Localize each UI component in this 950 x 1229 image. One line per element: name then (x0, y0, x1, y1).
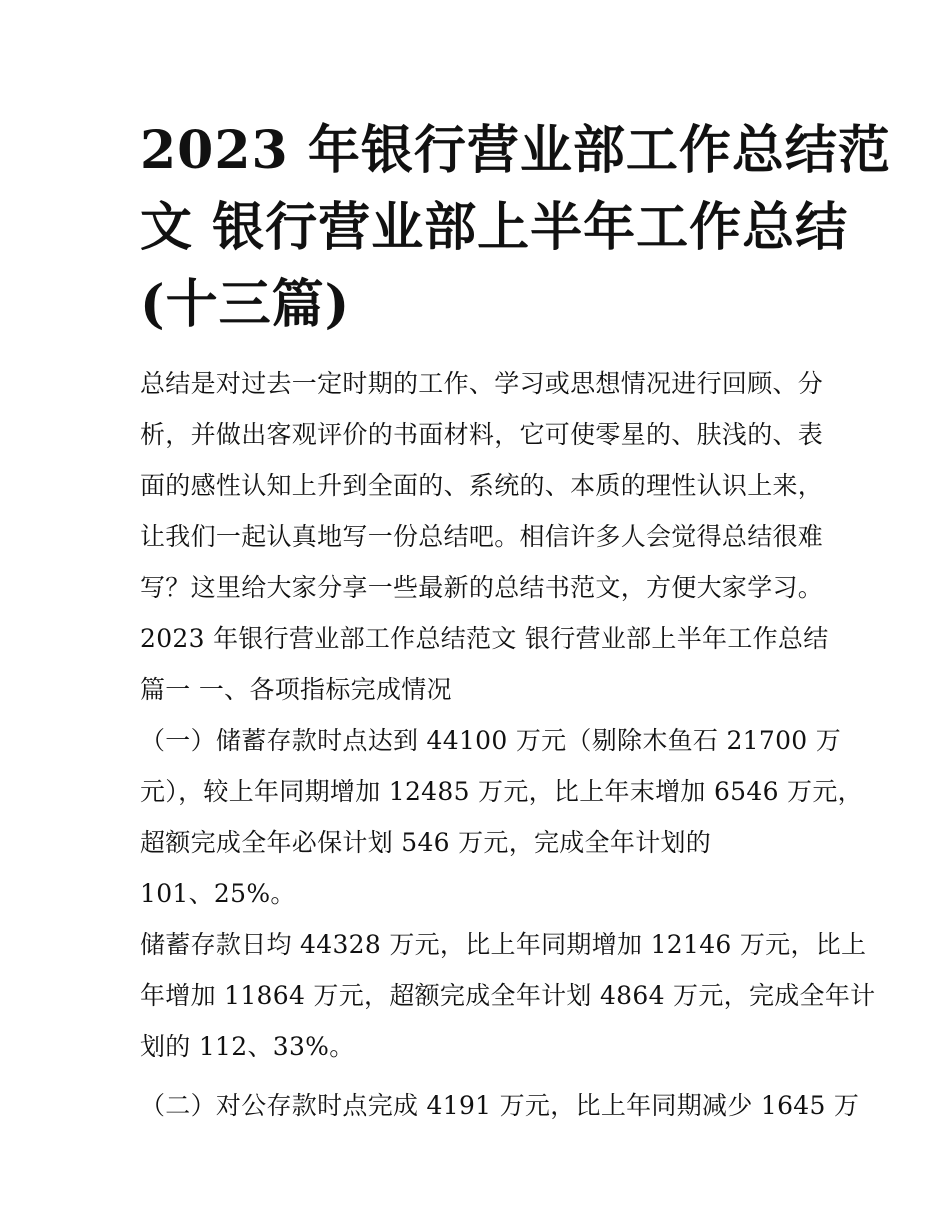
body-line-5: 写？这里给大家分享一些最新的总结书范文，方便大家学习。 (140, 573, 824, 602)
title-line-2: 文 银行营业部上半年工作总结 (140, 197, 849, 258)
body-line-13: 年增加 11864 万元，超额完成全年计划 4864 万元，完成全年计 (140, 981, 876, 1010)
body-line-4: 让我们一起认真地写一份总结吧。相信许多人会觉得总结很难 (140, 522, 824, 551)
body-line-8: （一）储蓄存款时点达到 44100 万元（剔除木鱼石 21700 万 (140, 726, 842, 755)
body-line-7: 篇一 一、各项指标完成情况 (140, 675, 452, 704)
body-line-14: 划的 112、33%。 (140, 1032, 355, 1061)
title-line-1: 2023 年银行营业部工作总结范 (140, 120, 891, 181)
document-body (140, 358, 876, 1131)
body-line-6: 2023 年银行营业部工作总结范文 银行营业部上半年工作总结 (140, 624, 829, 653)
body-line-10: 超额完成全年必保计划 546 万元，完成全年计划的 (140, 828, 712, 857)
body-line-11: 101、25%。 (140, 879, 296, 908)
document-title (140, 112, 891, 343)
title-line-3: (十三篇) (140, 274, 351, 335)
body-line-9: 元），较上年同期增加 12485 万元，比上年末增加 6546 万元， (140, 777, 863, 806)
body-line-1: 总结是对过去一定时期的工作、学习或思想情况进行回顾、分 (140, 369, 824, 398)
body-line-15: （二）对公存款时点完成 4191 万元，比上年同期减少 1645 万 (140, 1091, 860, 1120)
body-line-3: 面的感性认知上升到全面的、系统的、本质的理性认识上来， (140, 471, 824, 500)
body-line-2: 析，并做出客观评价的书面材料，它可使零星的、肤浅的、表 (140, 420, 824, 449)
body-line-12: 储蓄存款日均 44328 万元，比上年同期增加 12146 万元，比上 (140, 930, 867, 959)
